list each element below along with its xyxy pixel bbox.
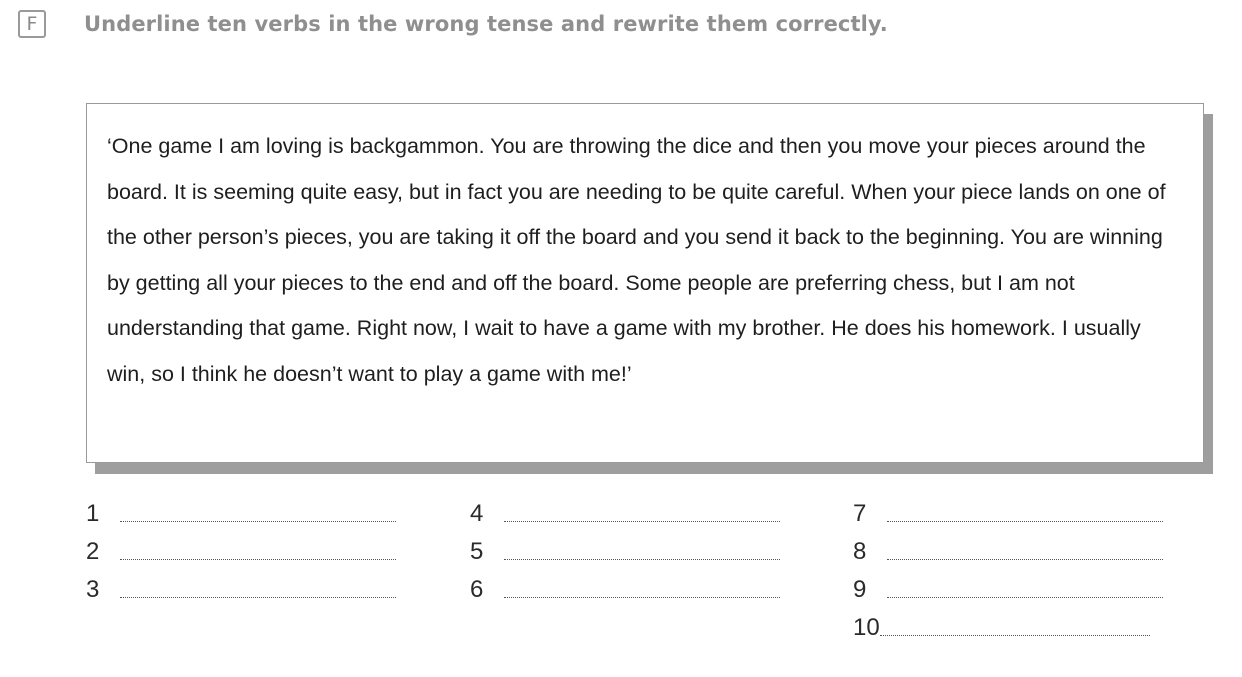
answer-number: 9 <box>853 576 867 603</box>
answer-blank-2[interactable] <box>120 537 396 560</box>
passage-text: ‘One game I am loving is backgammon. You are throwing the dice and then you move your pieces around the board. It is seeming quite easy, but in fact you are needing to be quite careful. When your piece lands on one of the other person’s pieces, you are taking it off the board and you send it back to the beginning. You are winning by getting all your pieces to the end and off the board. Some people are preferring chess, but I am not understanding that game. Right now, I wait to have a game with my brother. He does his homework. I usually win, so I think he doesn’t want to play a game with me!’ <box>107 134 1166 386</box>
answer-row <box>86 537 416 575</box>
answer-blank-3[interactable] <box>120 575 396 598</box>
answer-row <box>470 537 800 575</box>
answer-column-1 <box>86 499 416 613</box>
answer-number: 10 <box>853 614 880 641</box>
answer-number: 1 <box>86 500 100 527</box>
answer-blank-6[interactable] <box>504 575 780 598</box>
answer-column-3 <box>853 499 1183 651</box>
passage-box <box>86 103 1204 463</box>
exercise-header <box>18 10 888 38</box>
answer-number: 3 <box>86 576 100 603</box>
exercise-instruction: Underline ten verbs in the wrong tense and rewrite them correctly. <box>84 12 888 36</box>
answer-row <box>853 575 1183 613</box>
answer-blank-5[interactable] <box>504 537 780 560</box>
answer-blank-7[interactable] <box>887 499 1163 522</box>
answer-blank-1[interactable] <box>120 499 396 522</box>
answer-column-2 <box>470 499 800 613</box>
answer-number: 4 <box>470 500 484 527</box>
section-label-badge: F <box>18 10 46 38</box>
answer-number: 7 <box>853 500 867 527</box>
answer-row <box>853 613 1183 651</box>
answer-row <box>470 499 800 537</box>
answer-blank-9[interactable] <box>887 575 1163 598</box>
answer-row <box>470 575 800 613</box>
answer-number: 5 <box>470 538 484 565</box>
answer-number: 6 <box>470 576 484 603</box>
answer-blank-4[interactable] <box>504 499 780 522</box>
answer-row <box>853 499 1183 537</box>
answer-number: 8 <box>853 538 867 565</box>
answer-blank-10[interactable] <box>880 613 1150 636</box>
answer-blank-8[interactable] <box>887 537 1163 560</box>
answer-row <box>853 537 1183 575</box>
answer-row <box>86 499 416 537</box>
answer-number: 2 <box>86 538 100 565</box>
answer-row <box>86 575 416 613</box>
